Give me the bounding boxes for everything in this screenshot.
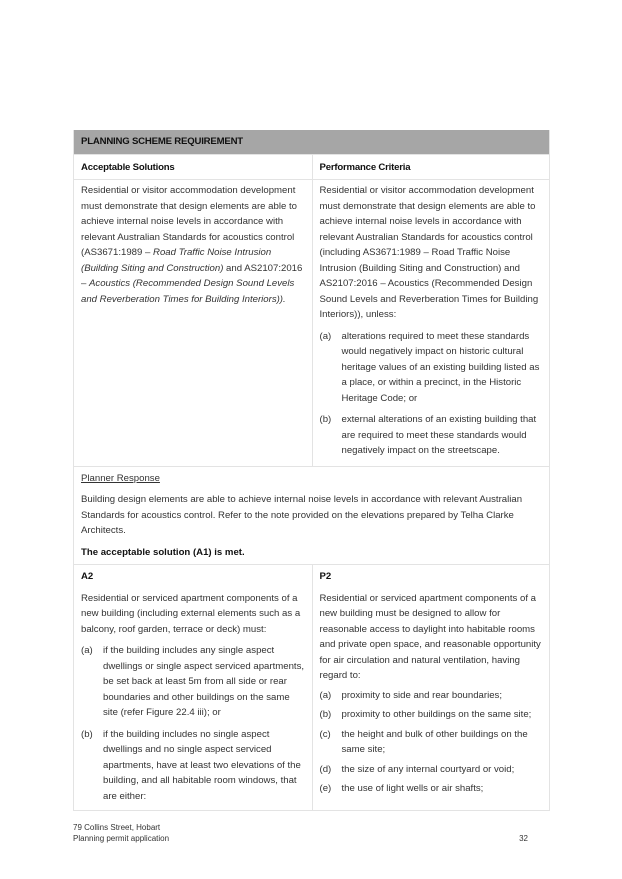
planning-requirement-table xyxy=(73,130,550,811)
a1-cell xyxy=(74,180,312,466)
a2-cell xyxy=(74,565,312,810)
list-item: (a) proximity to side and rear boundaries; xyxy=(319,689,503,701)
list-item: (b) if the building includes no single aspect dwellings and no single aspect serviced apartments, have at least two elevations of the building, and all habitable room windows, that are either: xyxy=(81,728,301,802)
planner-response-body: Building design elements are able to achieve internal noise levels in accordance with relevant Australian Standards for acoustics control. Refer to the note provided on the elevations prepared by Telha Clarke Architects. xyxy=(81,494,523,536)
list-item: (c) the height and bulk of other buildings on the same site; xyxy=(319,728,528,755)
planner-response xyxy=(74,466,549,565)
a2-heading: A2 xyxy=(81,571,94,582)
table-header: PLANNING SCHEME REQUIREMENT xyxy=(74,130,549,154)
planner-response-conclusion: The acceptable solution (A1) is met. xyxy=(81,546,245,558)
p1-cell xyxy=(312,180,550,466)
a2-p2-row xyxy=(74,564,549,810)
column-headings-row xyxy=(74,154,549,179)
list-item: (d) the size of any internal courtyard or void; xyxy=(319,763,515,775)
a2-intro: Residential or serviced apartment components of a new building (including external elements such as a balcony, roof garden, terrace or deck) must: xyxy=(81,592,301,635)
p2-intro: Residential or serviced apartment components of a new building must be designed to allow for reasonable access to daylight into habitable rooms and private open space, and reasonable opportunity for air circulation and natural ventilation, having regard to: xyxy=(319,592,541,681)
footer-document-title: Planning permit application xyxy=(73,834,170,843)
list-item: (a) alterations required to meet these standards would negatively impact on historic cultural heritage values of an existing building listed as a place, or within a precinct, in the Historic Heritage Code; or xyxy=(319,330,540,404)
page-number: 32 xyxy=(519,834,528,843)
list-item: (e) the use of light wells or air shafts; xyxy=(319,783,484,794)
list-item: (b) external alterations of an existing building that are required to meet these standards would negatively impact on the streetscape. xyxy=(319,414,537,456)
acceptable-solutions-heading: Acceptable Solutions xyxy=(81,162,175,173)
a1-text: Residential or visitor accommodation development must demonstrate that design elements are able to achieve internal noise levels in accordance with relevant Australian Standards for acoustics control (AS3671:1989 – Road Traffic Noise Intrusion (Building Siting and Construction) and AS2107:2016 – Acoustics (Recommended Design Sound Levels and Reverberation Times for Building Interiors)). xyxy=(81,185,303,305)
footer-address: 79 Collins Street, Hobart xyxy=(73,823,161,832)
performance-criteria-heading: Performance Criteria xyxy=(312,155,550,179)
a1-p1-row xyxy=(74,179,549,466)
page-footer xyxy=(73,822,548,844)
p2-heading: P2 xyxy=(319,571,332,582)
planner-response-heading: Planner Response xyxy=(81,472,160,484)
p1-intro: Residential or visitor accommodation development must demonstrate that design elements are able to achieve internal noise levels in accordance with relevant Australian Standards for acoustics control (including AS3671:1989 – Road Traffic Noise Intrusion (Building Siting and Construction) and AS2107:2016 – Acoustics (Recommended Design Sound Levels and Reverberation Times for Building Interiors)), unless: xyxy=(319,185,539,320)
list-item: (b) proximity to other buildings on the same site; xyxy=(319,709,532,720)
p2-cell xyxy=(312,565,550,810)
list-item: (a) if the building includes any single aspect dwellings or single aspect serviced apartments, be set back at least 5m from all side or rear boundaries and other buildings on the same site (refer Figure 22.4 iii); or xyxy=(81,645,305,718)
